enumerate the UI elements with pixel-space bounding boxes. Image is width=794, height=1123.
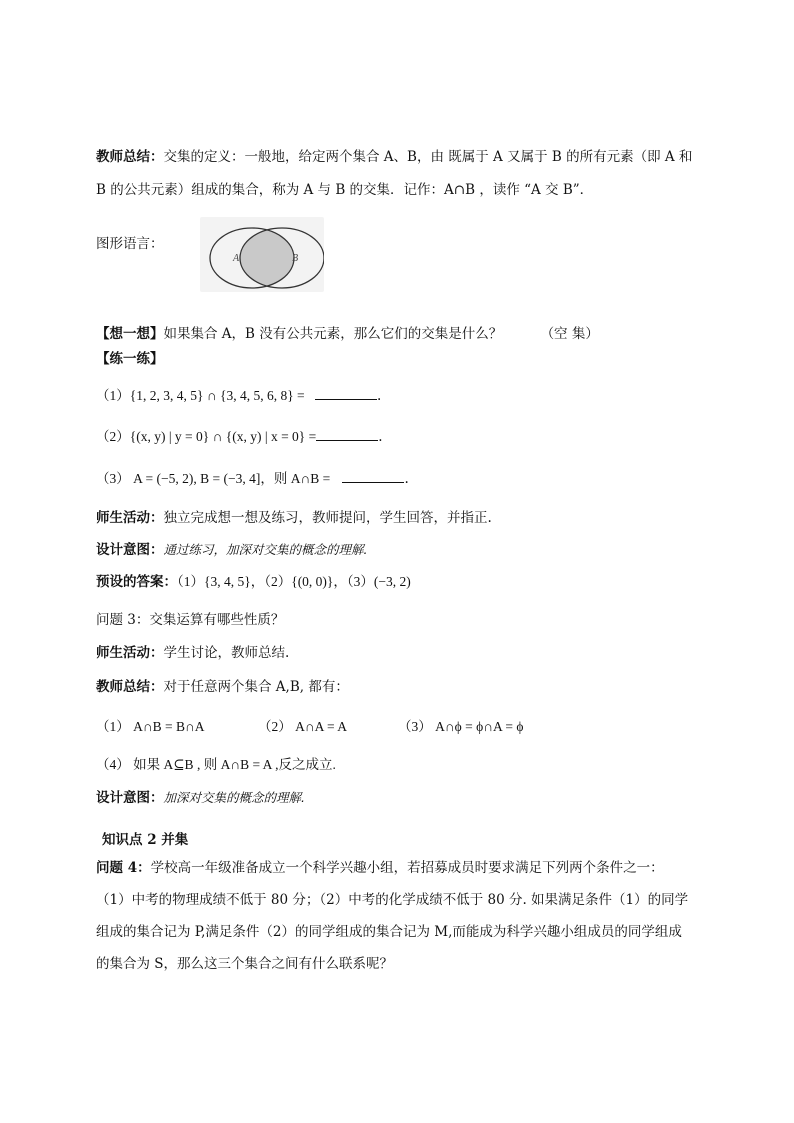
practice-item-3: （3） A = (−5, 2), B = (−3, 4]，则 A∩B = . <box>96 471 409 487</box>
definition-line-1 <box>96 147 692 167</box>
activity-line-2 <box>96 643 289 663</box>
design-text-1: 通过练习，加深对交集的概念的理解. <box>163 542 368 557</box>
question-4-label: 问题 4： <box>96 860 151 876</box>
think-label: 【想一想】 <box>96 326 164 342</box>
activity-line-1 <box>96 508 492 528</box>
practice-label: 【练一练】 <box>96 351 164 367</box>
answers-line <box>96 572 411 592</box>
activity-label-1: 师生活动： <box>96 510 164 526</box>
design-line-2 <box>96 788 305 808</box>
practice-item-2-text: （2）{(x, y) | y = 0} ∩ {(x, y) | x = 0} = <box>96 429 317 444</box>
activity-text-1: 独立完成想一想及练习，教师提问，学生回答，并指正. <box>163 510 492 526</box>
design-text-2: 加深对交集的概念的理解. <box>163 790 305 805</box>
summary-label-2: 教师总结： <box>96 679 164 695</box>
answers-text: （1）{3, 4, 5}，（2）{(0, 0)}，（3）(−3, 2) <box>177 574 411 589</box>
practice-item-3-text: （3） A = (−5, 2), B = (−3, 4]，则 A∩B = <box>96 471 331 486</box>
question-3-label: 问题 3： <box>96 612 150 628</box>
think-answer: （空 集） <box>540 326 599 342</box>
property-2: （2） A∩A = A <box>258 719 347 734</box>
property-3: （3） A∩ϕ = ϕ∩A = ϕ <box>398 719 524 734</box>
activity-text-2: 学生讨论，教师总结. <box>163 645 290 661</box>
venn-label-a: A <box>233 253 240 264</box>
definition-text-2: B 的公共元素）组成的集合，称为 A 与 B 的交集．记作：A∩B ，读作 “A 交 B”． <box>96 182 594 198</box>
venn-diagram <box>200 217 324 292</box>
definition-line-2 <box>96 180 593 200</box>
activity-label-2: 师生活动： <box>96 645 164 661</box>
design-line-1 <box>96 540 367 560</box>
design-label-2: 设计意图： <box>96 790 164 806</box>
question-4-line-3: 组成的集合记为 P,满足条件（2）的同学组成的集合记为 M,而能成为科学兴趣小组成员的同学组成 <box>96 924 682 940</box>
question-3-text: 交集运算有哪些性质？ <box>149 612 285 628</box>
summary-text-2: 对于任意两个集合 A,B, 都有： <box>163 679 349 695</box>
property-1: （1） A∩B = B∩A <box>96 719 205 734</box>
think-line <box>96 324 599 344</box>
answers-label: 预设的答案： <box>96 574 177 590</box>
definition-text-1: 交集的定义：一般地，给定两个集合 A、B，由 既属于 A 又属于 B 的所有元素（即 A 和 <box>163 149 693 165</box>
question-4-text-1: 学校高一年级准备成立一个科学兴趣小组，若招募成员时要求满足下列两个条件之一： <box>150 860 664 876</box>
practice-item-1: （1）{1, 2, 3, 4, 5} ∩ {3, 4, 5, 6, 8} = . <box>96 388 382 404</box>
teacher-summary-label: 教师总结： <box>96 149 164 165</box>
knowledge-point-heading: 知识点 2 并集 <box>102 832 189 848</box>
question-3-line <box>96 610 284 630</box>
question-4-line-1 <box>96 858 664 878</box>
practice-item-1-text: （1）{1, 2, 3, 4, 5} ∩ {3, 4, 5, 6, 8} = <box>96 388 305 403</box>
question-4-line-4: 的集合为 S，那么这三个集合之间有什么联系呢？ <box>96 956 394 972</box>
think-question: 如果集合 A，B 没有公共元素，那么它们的交集是什么？ <box>163 326 503 342</box>
venn-label-b: B <box>292 253 299 264</box>
answer-blank-1[interactable] <box>315 386 377 400</box>
property-4: （4） 如果 A⊆B , 则 A∩B = A ,反之成立. <box>96 757 336 772</box>
venn-diagram-svg <box>200 217 324 292</box>
question-4-line-2: （1）中考的物理成绩不低于 80 分；（2）中考的化学成绩不低于 80 分. 如果满足条件（1）的同学 <box>96 892 689 908</box>
answer-blank-3[interactable] <box>342 469 404 483</box>
graphic-language-label: 图形语言： <box>96 236 164 252</box>
practice-item-2: （2）{(x, y) | y = 0} ∩ {(x, y) | x = 0} = . <box>96 429 383 445</box>
answer-blank-2[interactable] <box>316 427 378 441</box>
design-label-1: 设计意图： <box>96 542 164 558</box>
summary-line-2 <box>96 677 349 697</box>
